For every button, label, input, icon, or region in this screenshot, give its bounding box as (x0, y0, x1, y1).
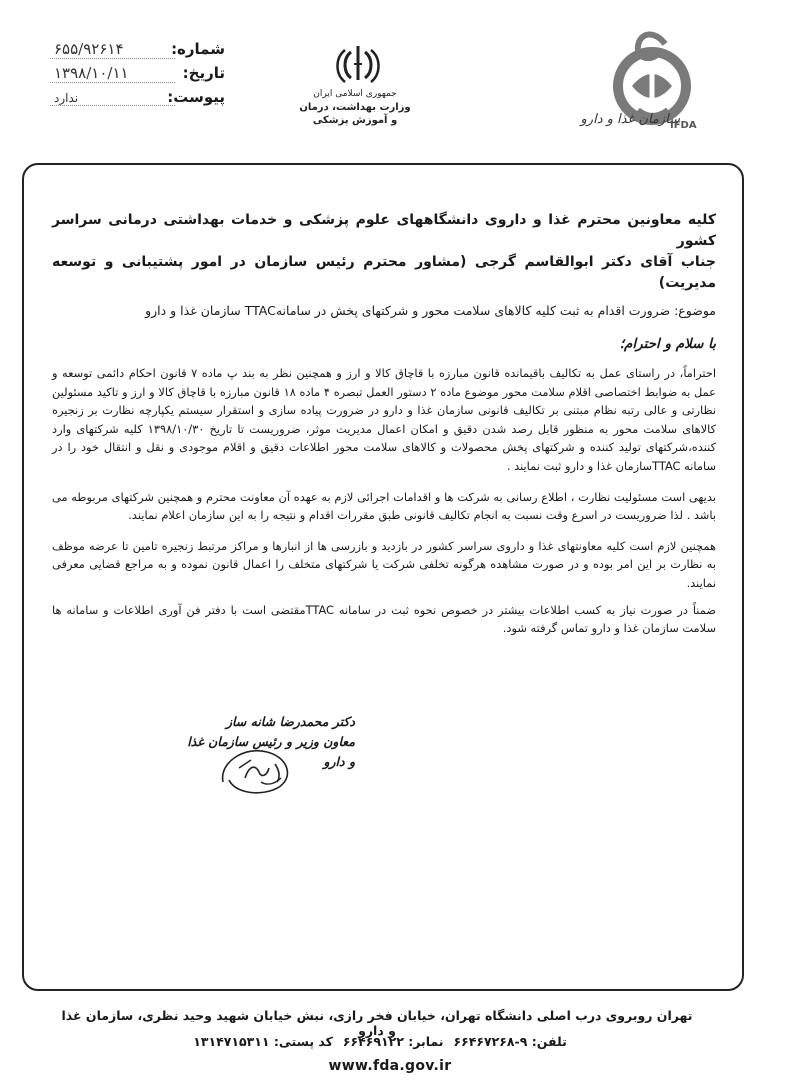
meta-date-row (50, 64, 225, 88)
ministry-heading (280, 88, 430, 127)
footer-phone: تلفن: ۹-۶۶۴۶۷۲۶۸ (453, 1034, 567, 1049)
organization-name: سازمان غذا و دارو (580, 112, 680, 127)
attachment-value: ندارد (50, 91, 175, 106)
letter-meta (50, 40, 225, 112)
footer-postal-code: کد پستی: ۱۳۱۴۷۱۵۳۱۱ (193, 1034, 333, 1049)
paragraph-1: احتراماً، در راستای عمل به تکالیف باقیمانده قانون مبارزه با قاچاق کالا و ارز و همچنین نظر به بند پ ماده ۷ قانون احکام دائمی توسعه و عمل به ضوابط اختصاصی اقلام سلامت محور موضوع ماده ۲ دستور العمل تبصره ۴ ماده ۱۸ قانون مبارزه با قاچاق کالا و ارز و تاکید مسئولین نظارتی و عالی رتبه نظام مبتنی بر تکالیف قانونی سازمان غذا و دارو در ضرورت پیاده سازی و استقرار سیستم یکپارچه نظارت بر زنجیره کالاهای سلامت محور به منظور قابل رصد شدن دقیق و امکان اعمال مدیریت موثر، ضروریست تا تاریخ ۱۳۹۸/۱۰/۳۰ کلیه شرکتهای وارد کننده،شرکتهای تولید کننده و شرکتهای پخش محصولات و کالاهای سلامت محور اطلاعات دقیق و اقلام موجودی و نقل و انتقال خود را در سامانه TTACسازمان غذا و دارو ثبت نمایند . (52, 366, 716, 473)
paragraph-4: ضمناً در صورت نیاز به کسب اطلاعات بیشتر در خصوص نحوه ثبت در سامانه TTACمقتضی است با دفتر فن آوری اطلاعات و سامانه ها سلامت سازمان غذا و دارو تماس گرفته شود. (52, 602, 716, 636)
ministry-line-2: وزارت بهداشت، درمان (299, 102, 411, 113)
ministry-line-3: و آموزش پزشکی (312, 115, 398, 126)
footer-fax: نمابر: ۶۶۴۶۹۱۲۲ (342, 1034, 444, 1049)
iran-emblem-icon (335, 42, 381, 86)
ministry-line-1: جمهوری اسلامی ایران (313, 89, 397, 99)
paragraph-2: بدیهی است مسئولیت نظارت ، اطلاع رسانی به شرکت ها و اقدامات اجرائی لازم به عهده آن معاونت محترم و همچنین شرکتهای مربوطه می باشد . لذا ضروریست در اسرع وقت نسبت به انجام تکالیف قانونی طبق مقررات اقدام و نتیجه را به این سازمان اعلام نمایند. (52, 489, 716, 523)
recipient-line-2: جناب آقای دکتر ابوالقاسم گرجی (مشاور محترم رئیس سازمان در امور پشتیبانی و توسعه مدیریت) (52, 254, 716, 291)
signatory-name: دکتر محمدرضا شانه ساز (225, 714, 355, 729)
recipient-line-1: کلیه معاونین محترم غذا و داروی دانشگاههای علوم پزشکی و خدمات بهداشتی درمانی سراسر کشور (52, 212, 716, 249)
attachment-label: پیوست: (167, 88, 225, 106)
date-label: تاریخ: (182, 64, 225, 82)
footer-address: تهران روبروی درب اصلی دانشگاه تهران، خیابان فخر رازی، نبش خیابان شهید وحید نظری، سازمان غذا و دارو (61, 1008, 693, 1038)
meta-attachment-row (50, 88, 225, 112)
footer-contact (160, 1034, 600, 1049)
date-value: ۱۳۹۸/۱۰/۱۱ (50, 64, 175, 83)
number-value: ۶۵۵/۹۲۶۱۴ (50, 40, 175, 59)
organization-abbr: IFDA (670, 120, 697, 131)
number-label: شماره: (171, 40, 225, 58)
meta-number-row (50, 40, 225, 64)
signatory-title: معاون وزیر و رئیس سازمان غذا و دارو (187, 734, 355, 769)
letter-greeting: با سلام و احترام؛ (619, 336, 716, 352)
paragraph-3: همچنین لازم است کلیه معاونتهای غذا و داروی سراسر کشور در بازدید و بازرسی ها از انبارها و مراکز مرتبط زنجیره تامین تا عرضه موظف به نظارت بر این امر بوده و در صورت مشاهده هرگونه تخلفی شرکت یا شرکتهای متخلف را اعمال قانون نموده و به مراجع قضایی معرفی نمایند. (52, 538, 716, 590)
footer-website-link[interactable]: www.fda.gov.ir (328, 1058, 452, 1074)
handwritten-signature-icon (215, 742, 305, 800)
letter-subject: موضوع: ضرورت اقدام به ثبت کلیه کالاهای سلامت محور و شرکتهای پخش در سامانهTTAC سازمان غذا و دارو (145, 303, 716, 318)
letter-body (52, 210, 716, 638)
